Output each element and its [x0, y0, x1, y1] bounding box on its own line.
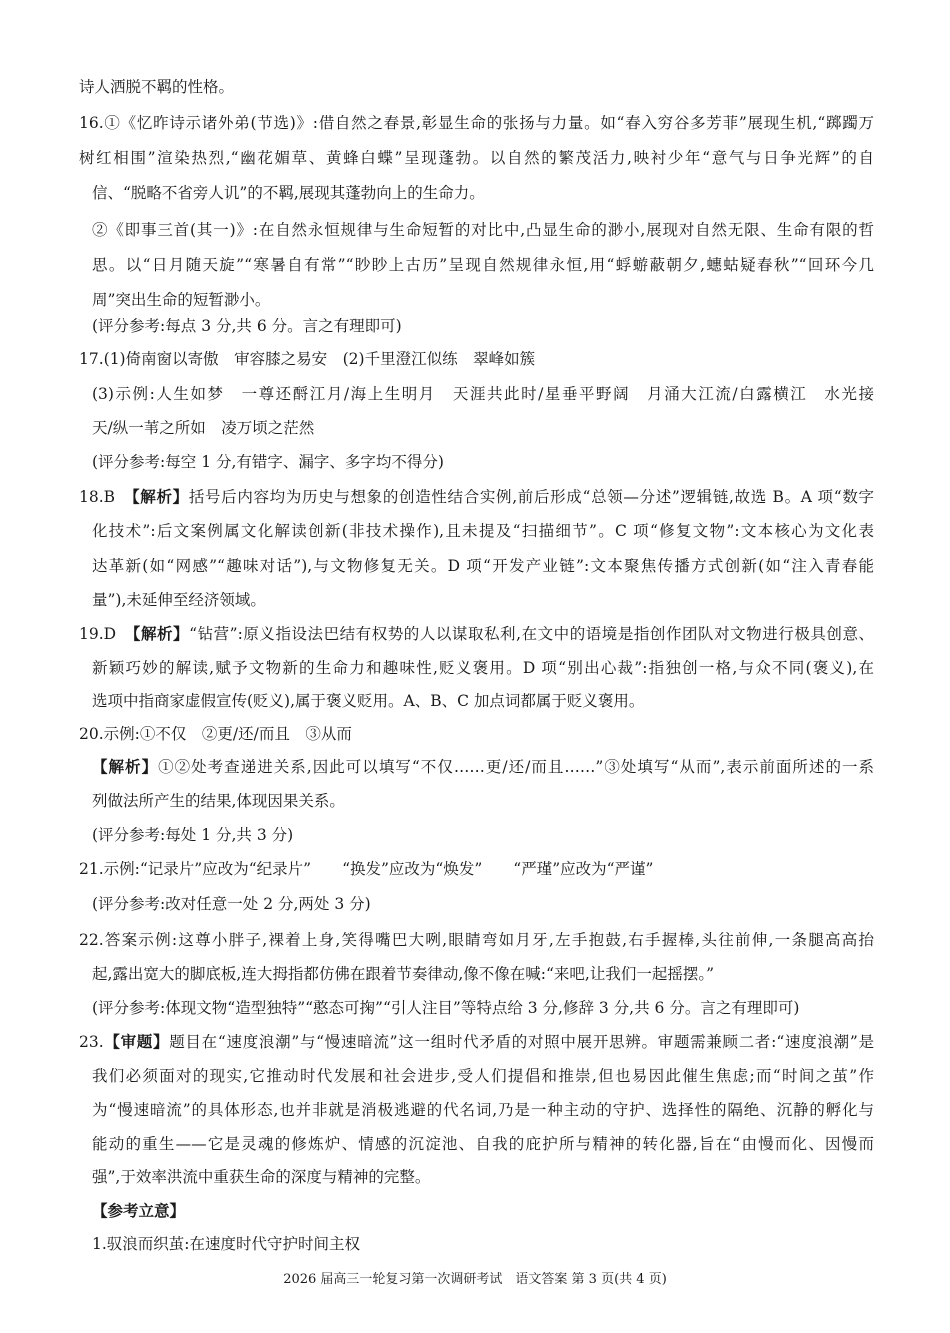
- reference-theme-heading: 【参考立意】: [92, 1202, 186, 1220]
- q23-line: 我们必须面对的现实,它推动时代发展和社会进步,受人们提倡和推崇,但也易因此催生焦虑;而“时间之茧”作: [92, 1067, 874, 1085]
- q18-line: 量”),未延伸至经济领域。: [92, 591, 266, 609]
- q19-line: 选项中指商家虚假宣传(贬义),属于褒义贬用。A、B、C 加点词都属于贬义褒用。: [92, 692, 645, 710]
- q20-line: 列做法所产生的结果,体现因果关系。: [92, 792, 345, 810]
- analysis-text: 括号后内容均为历史与想象的创造性结合实例,前后形成“总领—分述”逻辑链,故选 B。A 项“数字: [188, 488, 874, 506]
- q23-line: 强”,于效率洪流中重获生命的深度与精神的完整。: [92, 1168, 431, 1186]
- q16-line: 16.①《忆昨诗示诸外弟(节选)》:借自然之春景,彰显生命的张扬与力量。如“春入穷谷多芳菲”展现生机,“踯躅万: [79, 114, 874, 132]
- scoring-note: (评分参考:每处 1 分,共 3 分): [92, 826, 294, 844]
- q16-line: 树红相围”渲染热烈,“幽花媚草、黄蜂白蝶”呈现蓬勃。以自然的繁茂活力,映衬少年“意气与日争光辉”的自: [79, 149, 874, 167]
- q23-line: 为“慢速暗流”的具体形态,也并非就是消极逃避的代名词,乃是一种主动的守护、选择性的隔绝、沉静的孵化与: [92, 1101, 874, 1119]
- page-footer: 2026 届高三一轮复习第一次调研考试 语文答案 第 3 页(共 4 页): [283, 1272, 667, 1287]
- q17-line: 天/纵一苇之所如 凌万顷之茫然: [92, 419, 315, 437]
- q17-line: (3)示例:人生如梦 一尊还酹江月/海上生明月 天涯共此时/星垂平野阔 月涌大江流/白露横江 水光接: [92, 385, 874, 403]
- q23-line: [79, 1031, 874, 1053]
- q16-line: 信、“脱略不省旁人讥”的不羁,展现其蓬勃向上的生命力。: [92, 184, 485, 202]
- q16-line: ②《即事三首(其一)》:在自然永恒规律与生命短暂的对比中,凸显生命的渺小,展现对自然无限、生命有限的哲: [92, 221, 874, 239]
- q19-line: [79, 623, 874, 645]
- review-text: 题目在“速度浪潮”与“慢速暗流”这一组时代矛盾的对照中展开思辨。审题需兼顾二者:“速度浪潮”是: [169, 1033, 874, 1051]
- q18-line: 化技术”:后文案例属文化解读创新(非技术操作),且未提及“扫描细节”。C 项“修复文物”:文本核心为文化表: [92, 522, 874, 540]
- scoring-note: (评分参考:每空 1 分,有错字、漏字、多字均不得分): [92, 453, 444, 471]
- q16-line: 周”突出生命的短暂渺小。: [92, 291, 271, 309]
- q16-line: 思。以“日月随天旋”“寒暑自有常”“眇眇上古历”呈现自然规律永恒,用“蜉蝣蔽朝夕,蟪蛄疑春秋”“回环今几: [92, 256, 874, 274]
- q19-line: 新颖巧妙的解读,赋予文物新的生命力和趣味性,贬义褒用。D 项“别出心裁”:指独创一格,与众不同(褒义),在: [92, 659, 874, 677]
- scoring-note: (评分参考:改对任意一处 2 分,两处 3 分): [92, 895, 371, 913]
- scoring-note: (评分参考:体现文物“造型独特”“憨态可掬”“引人注目”等特点给 3 分,修辞 3 分,共 6 分。言之有理即可): [92, 999, 800, 1017]
- q23-line: 能动的重生——它是灵魂的修炼炉、情感的沉淀池、自我的庇护所与精神的转化器,旨在“由慢而化、因慢而: [92, 1135, 874, 1153]
- answer-number: 18.B: [79, 488, 132, 506]
- analysis-tag: 【解析】: [132, 625, 190, 643]
- q22-line: 22.答案示例:这尊小胖子,裸着上身,笑得嘴巴大咧,眼睛弯如月牙,左手抱鼓,右手握棒,头往前伸,一条腿高高抬: [79, 931, 874, 949]
- theme-item: 1.驭浪而织茧:在速度时代守护时间主权: [92, 1235, 361, 1253]
- analysis-tag: 【解析】: [92, 758, 159, 776]
- q20-line: [92, 756, 874, 778]
- q21-line: 21.示例:“记录片”应改为“纪录片” “换发”应改为“焕发” “严瑾”应改为“严谨”: [79, 860, 654, 878]
- q17-line: 17.(1)倚南窗以寄傲 审容膝之易安 (2)千里澄江似练 翠峰如簇: [79, 350, 536, 368]
- q20-line: 20.示例:①不仅 ②更/还/而且 ③从而: [79, 725, 352, 743]
- answer-number: 23.: [79, 1033, 104, 1051]
- analysis-text: “钻营”:原义指设法巴结有权势的人以谋取私利,在文中的语境是指创作团队对文物进行极具创意、: [189, 625, 874, 643]
- q18-line: [79, 486, 874, 508]
- analysis-text: ①②处考查递进关系,因此可以填写“不仅……更/还/而且……”③处填写“从而”,表示前面所述的一系: [158, 758, 874, 776]
- review-tag: 【审题】: [103, 1033, 170, 1051]
- q22-line: 起,露出宽大的脚底板,连大拇指都仿佛在跟着节奏律动,像不像在喊:“来吧,让我们一起摇摆。”: [92, 965, 715, 983]
- text-line: 诗人洒脱不羁的性格。: [79, 78, 235, 96]
- analysis-tag: 【解析】: [131, 488, 189, 506]
- answer-number: 19.D: [79, 625, 133, 643]
- q18-line: 达革新(如“网感”“趣味对话”),与文物修复无关。D 项“开发产业链”:文本聚焦传播方式创新(如“注入青春能: [92, 557, 874, 575]
- scoring-note: (评分参考:每点 3 分,共 6 分。言之有理即可): [92, 317, 402, 335]
